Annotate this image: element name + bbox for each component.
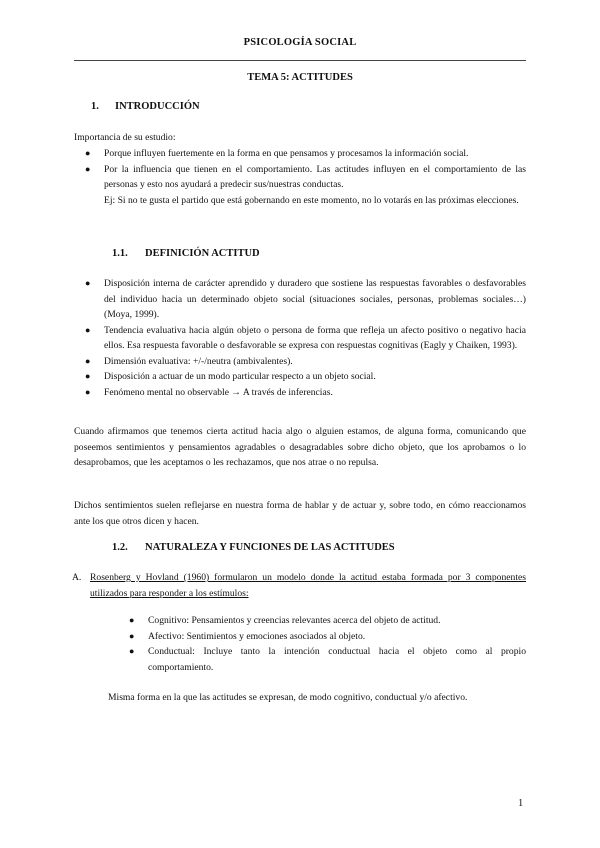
list-item: ● Afectivo: Sentimientos y emociones asociados al objeto.: [126, 629, 526, 645]
item-letter: A.: [72, 572, 82, 583]
list-item: ● Tendencia evaluativa hacia algún objeto o persona de forma que refleja un afecto positivo o negativo hacia ellos. Esa respuesta favorable o desfavorable se expresa con respuestas cognitivas (Eagly y Chaiken, 1993).: [85, 324, 526, 351]
lettered-item-a: [72, 570, 526, 601]
section-title: INTRODUCCIÓN: [115, 101, 200, 112]
section-title: DEFINICIÓN ACTITUD: [145, 248, 260, 259]
body-paragraph: Cuando afirmamos que tenemos cierta actitud hacia algo o alguien estamos, de alguna forma, comunicando que poseemos sentimientos y pensamientos agradables o desagradables sobre dicho objeto, que los aprobamos o lo desaprobamos, que les aceptamos o les rechazamos, que nos atrae o no repulsa.: [74, 426, 526, 468]
definition-list: [82, 276, 526, 400]
bullet-icon: ●: [129, 630, 135, 641]
list-item: ● Fenómeno mental no observable → A través de inferencias.: [82, 385, 526, 401]
bullet-icon: ●: [85, 148, 91, 158]
running-header: PSICOLOGÍA SOCIAL: [243, 37, 357, 48]
closing-line: Misma forma en la que las actitudes se expresan, de modo cognitivo, conductual y/o afectivo.: [108, 692, 468, 703]
bullet-icon: ●: [129, 615, 135, 625]
section-number: 1.1.: [112, 248, 128, 259]
importance-list: [82, 146, 526, 208]
document-title: TEMA 5: ACTITUDES: [247, 72, 353, 83]
components-list: [126, 613, 526, 675]
bullet-icon: ●: [85, 355, 91, 366]
section-heading-naturaleza: [112, 542, 395, 553]
body-paragraph: Dichos sentimientos suelen reflejarse en nuestra forma de hablar y de actuar y, sobre todo, en cómo reaccionamos ante los que otros dicen y hacen.: [74, 500, 526, 527]
bullet-icon: ●: [85, 371, 91, 381]
section-number: 1.: [91, 101, 99, 112]
list-item: ● Conductual: Incluye tanto la intención conductual hacia el objeto como al propio comportamiento.: [129, 646, 526, 673]
list-item: ● Por la influencia que tienen en el comportamiento. Las actitudes influyen en el comportamiento de las personas y esto nos ayudará a predecir sus/nuestras conductas. Ej: Si no te gusta el partido que está gobernando en este momento, no lo votarás en las próximas elecciones.: [82, 162, 526, 209]
bullet-icon: ●: [85, 163, 91, 174]
bullet-icon: ●: [85, 324, 91, 335]
section-heading-introduccion: [91, 101, 200, 112]
list-item: ● Porque influyen fuertemente en la forma en que pensamos y procesamos la información social.: [82, 146, 526, 162]
section-heading-definicion: [112, 248, 260, 259]
header-rule: [74, 60, 526, 61]
list-item: ● Cognitivo: Pensamientos y creencias relevantes acerca del objeto de actitud.: [126, 613, 526, 629]
page-number: 1: [518, 798, 524, 809]
lettered-item-text: Rosenberg y Hovland (1960) formularon un modelo donde la actitud estaba formada por 3 componentes utilizados para responder a los estímulos:: [90, 572, 526, 599]
list-item: ● Dimensión evaluativa: +/-/neutra (ambivalentes).: [82, 354, 526, 370]
list-item: ● Disposición a actuar de un modo particular respecto a un objeto social.: [82, 369, 526, 385]
section-title: NATURALEZA Y FUNCIONES DE LAS ACTITUDES: [145, 542, 395, 553]
example-note: Ej: Si no te gusta el partido que está gobernando en este momento, no lo votarás en las próximas elecciones.: [104, 194, 519, 206]
section-number: 1.2.: [112, 542, 128, 553]
intro-line: Importancia de su estudio:: [74, 132, 176, 143]
bullet-icon: ●: [85, 386, 91, 397]
list-item: ● Disposición interna de carácter aprendido y duradero que sostiene las respuestas favorables o desfavorables del individuo hacia un determinado objeto social (situaciones sociales, personas, problemas sociales…) (Moya, 1999).: [85, 278, 526, 320]
bullet-icon: ●: [129, 646, 135, 656]
bullet-icon: ●: [85, 278, 91, 288]
